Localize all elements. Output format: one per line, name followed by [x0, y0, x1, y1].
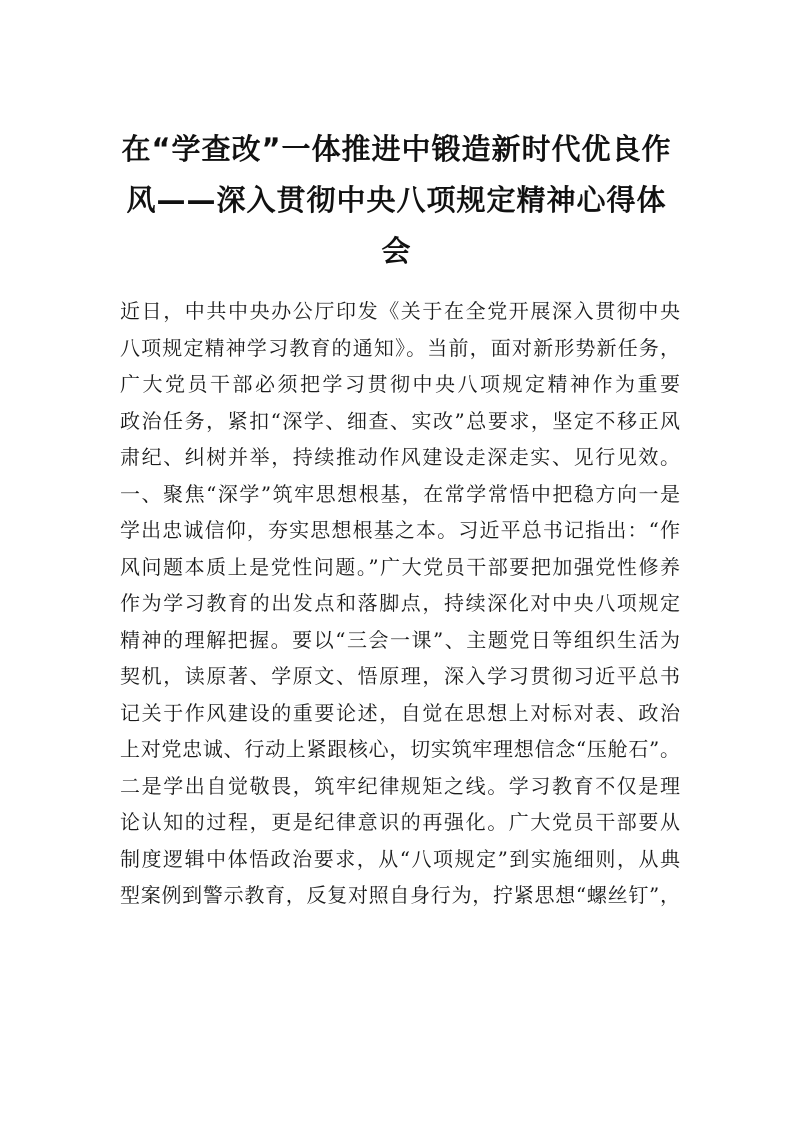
body-line: 记关于作风建设的重要论述，自觉在思想上对标对表、政治	[120, 700, 680, 725]
body-line: 风问题本质上是党性问题。”广大党员干部要把加强党性修养	[120, 554, 680, 579]
body-line: 论认知的过程，更是纪律意识的再强化。广大党员干部要从	[120, 810, 680, 834]
body-line: 广大党员干部必须把学习贯彻中央八项规定精神作为重要	[120, 372, 680, 396]
body-line: 八项规定精神学习教育的通知》。当前，面对新形势新任务，	[120, 335, 680, 360]
body-line: 作为学习教育的出发点和落脚点，持续深化对中央八项规定	[120, 591, 680, 615]
body-line: 政治任务，紧扣“深学、细查、实改”总要求，坚定不移正风	[120, 408, 680, 433]
body-line: 肃纪、纠树并举，持续推动作风建设走深走实、见行见效。	[120, 445, 680, 469]
body-line: 制度逻辑中体悟政治要求，从“八项规定”到实施细则，从典	[120, 846, 680, 871]
document-body	[120, 293, 680, 914]
body-line: 型案例到警示教育，反复对照自身行为，拧紧思想“螺丝钉”，	[120, 883, 680, 907]
body-line: 二是学出自觉敬畏，筑牢纪律规矩之线。学习教育不仅是理	[120, 773, 680, 798]
title-line: 风——深入贯彻中央八项规定精神心得体	[126, 183, 667, 217]
title-line: 会	[381, 234, 412, 268]
body-line: 上对党忠诚、行动上紧跟核心，切实筑牢理想信念“压舱石”。	[120, 737, 680, 761]
body-line: 契机，读原著、学原文、悟原理，深入学习贯彻习近平总书	[120, 664, 680, 688]
title-line: 在“学查改”一体推进中锻造新时代优良作	[121, 132, 672, 166]
body-line: 近日，中共中央办公厅印发《关于在全党开展深入贯彻中央	[120, 299, 680, 323]
body-line: 一、聚焦“深学”筑牢思想根基，在常学常悟中把稳方向一是	[120, 481, 680, 506]
document-title	[100, 124, 693, 277]
body-line: 精神的理解把握。要以“三会一课”、主题党日等组织生活为	[120, 627, 680, 652]
body-line: 学出忠诚信仰，夯实思想根基之本。习近平总书记指出：“作	[120, 518, 680, 542]
